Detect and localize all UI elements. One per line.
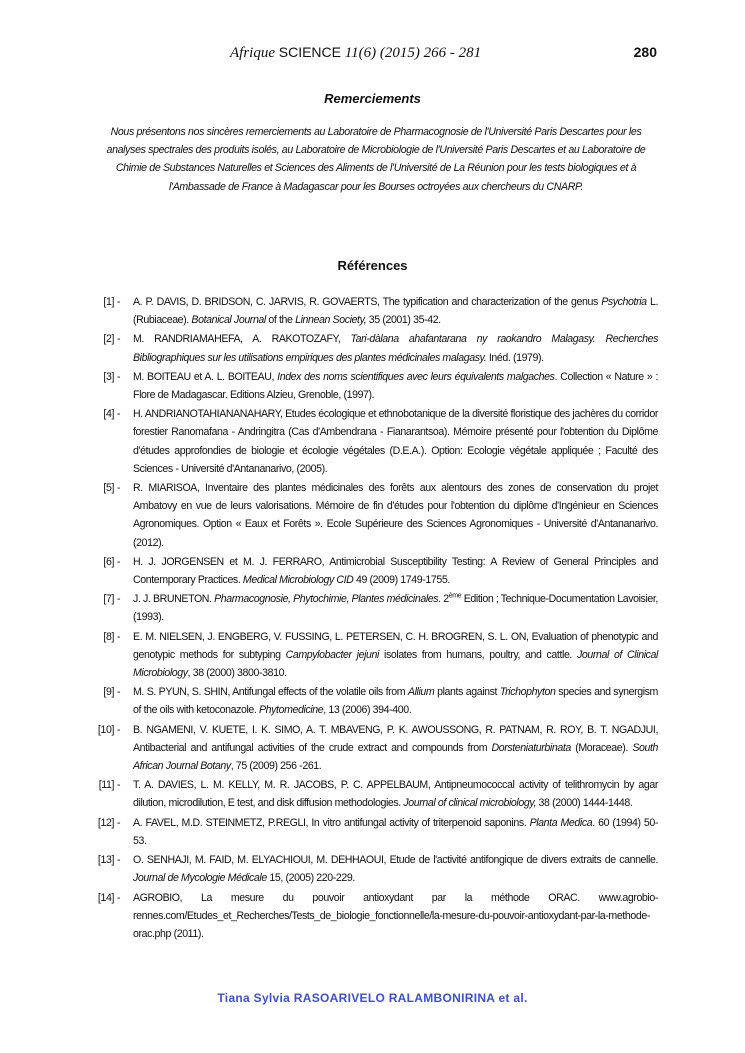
reference-text xyxy=(133,889,658,944)
reference-part: L. (Rubiaceae). xyxy=(133,296,658,327)
reference-item xyxy=(88,889,658,944)
reference-number: [10] xyxy=(97,723,114,736)
references-title: Références xyxy=(337,258,408,273)
reference-part: species and synergism of the oils with ketoconazole. xyxy=(133,686,658,717)
reference-italic-part: South African Journal Botany xyxy=(133,741,658,773)
reference-italic-part: Pharmacognosie, Phytochimie, Plantes médicinales xyxy=(214,593,439,606)
reference-number: [13] xyxy=(97,854,114,867)
reference-part: R. MIARISOA, Inventaire des plantes médicinales des forêts aux alentours des zones de conservation du projet Ambatovy en vue de leurs valorisations. Mémoire de fin d'études pour l'obtention du diplôme d'Ingénieur en Sciences Agronomiques. Option « Eaux et Forêts ». Ecole Supérieure des Sciences Agronomiques - Université d'Antananarivo. (2012). xyxy=(133,482,658,549)
reference-text xyxy=(133,683,658,719)
reference-number: [14] xyxy=(97,891,114,904)
acknowledgements-title: Remerciements xyxy=(324,91,421,106)
reference-number: [7] xyxy=(103,593,114,606)
reference-dash: - xyxy=(117,408,121,421)
reference-dash: - xyxy=(117,779,121,792)
reference-part: plants against xyxy=(434,686,500,699)
reference-dash: - xyxy=(117,723,121,736)
reference-item xyxy=(88,553,658,589)
reference-part: A. P. DAVIS, D. BRIDSON, C. JARVIS, R. GOVAERTS, The typification and characterization of the genus xyxy=(133,296,602,308)
reference-item xyxy=(88,721,658,776)
reference-text xyxy=(133,479,658,552)
reference-dash: - xyxy=(117,630,121,643)
reference-number: [6] xyxy=(103,555,114,568)
reference-text xyxy=(133,590,658,626)
reference-italic-part: Journal de Mycologie Médicale xyxy=(133,872,267,885)
reference-part: M. S. PYUN, S. SHIN, Antifungal effects of the volatile oils from xyxy=(133,686,408,699)
reference-number: [1] xyxy=(103,296,114,308)
reference-dash: - xyxy=(117,296,121,308)
journal-name: Afrique xyxy=(230,45,275,61)
reference-text xyxy=(133,405,658,478)
reference-part: 15, (2005) 220-229. xyxy=(266,872,355,885)
reference-number: [3] xyxy=(103,370,114,383)
reference-part: . Collection « Nature » : Flore de Madagascar. Editions Alzieu, Grenoble, (1997). xyxy=(133,370,658,402)
reference-dash: - xyxy=(117,370,121,383)
reference-part: isolates from humans, poultry, and cattle. xyxy=(379,648,578,661)
reference-item xyxy=(88,479,658,552)
reference-text xyxy=(133,721,658,776)
reference-part: , 75 (2009) 256 -261. xyxy=(230,760,322,773)
reference-item xyxy=(88,405,658,478)
acknowledgements-text: Nous présentons nos sincères remerciements au Laboratoire de Pharmacognosie de l'Université Paris Descartes pour les analyses spectrales des produits isolés, au Laboratoire de Microbiologie de l'Université Paris Descartes et au Laboratoire de Chimie de Substances Naturelles et Sciences des Aliments de l'Université de La Réunion pour les tests biologiques et à l'Ambassade de France à Madagascar pour les Bourses octroyées aux chercheurs du CNARP. xyxy=(106,126,646,193)
reference-part: . 60 (1994) 50-53. xyxy=(133,816,658,847)
reference-text xyxy=(133,330,658,366)
reference-text xyxy=(133,368,658,404)
reference-dash: - xyxy=(117,686,121,699)
reference-part: 49 (2009) 1749-1755. xyxy=(353,574,450,587)
reference-dash: - xyxy=(117,593,121,606)
running-header xyxy=(0,44,745,64)
reference-italic-part: Allium xyxy=(407,686,435,699)
reference-text xyxy=(133,776,658,812)
reference-part: Edition ; Technique-Documentation Lavoisier, (1993). xyxy=(133,593,658,624)
reference-dash: - xyxy=(117,482,121,495)
reference-dash: - xyxy=(117,555,121,568)
reference-part: H. ANDRIANOTAHIANANAHARY, Etudes écologique et ethnobotanique de la diversité floristique des jachères du corridor forestier Ranomafana - Andringitra (Cas d'Ambendrana - Fianarantsoa). Mémoire présenté pour l'obtention du Diplôme d'études approfondies de biologie et écologie végétales (D.E.A.). Option: Ecologie végétale appliquée ; Faculté des Sciences - Université d'Antananarivo, (2005). xyxy=(133,408,658,475)
reference-part: T. A. DAVIES, L. M. KELLY, M. R. JACOBS, P. C. APPELBAUM, Antipneumococcal activity of telithromycin by agar dilution, microdilution, E test, and disk diffusion methodologies. xyxy=(133,779,658,810)
reference-list xyxy=(88,293,658,944)
reference-part: E. M. NIELSEN, J. ENGBERG, V. FUSSING, L. PETERSEN, C. H. BROGREN, S. L. ON, Evaluation of phenotypic and genotypic methods for subtyping xyxy=(133,630,658,661)
reference-item xyxy=(88,628,658,683)
reference-part: ème xyxy=(448,592,462,600)
reference-number: [8] xyxy=(103,630,114,643)
reference-part: (Moraceae). xyxy=(570,741,633,754)
reference-part: , 38 (2000) 3800-3810. xyxy=(187,667,287,680)
reference-part: M. RANDRIAMAHEFA, A. RAKOTOZAFY, xyxy=(133,333,351,346)
reference-italic-part: Tari-dàlana ahafantarana ny raokandro Malagasy. Recherches Bibliographiques sur les utilisations empiriques des plantes médicinales malagasy. xyxy=(133,333,659,364)
reference-number: [11] xyxy=(98,779,114,792)
reference-italic-part: Psychotria xyxy=(601,296,647,308)
page-number: 280 xyxy=(633,44,657,60)
reference-italic-part: Linnean Society, xyxy=(295,314,367,327)
reference-part: O. SENHAJI, M. FAID, M. ELYACHIOUI, M. DEHHAOUI, Etude de l'activité antifongique de divers extraits de cannelle. xyxy=(133,854,658,867)
reference-part: of the xyxy=(265,314,296,327)
reference-part: B. NGAMENI, V. KUETE, I. K. SIMO, A. T. MBAVENG, P. K. AWOUSSONG, R. PATNAM, R. ROY, B. T. NGADJUI, Antibacterial and antifungal activities of the crude extract and compounds from xyxy=(133,723,658,754)
reference-number: [2] xyxy=(103,333,114,346)
reference-italic-part: Journal of Clinical Microbiology xyxy=(133,648,658,680)
reference-item xyxy=(88,330,658,366)
reference-part: 35 (2001) 35-42. xyxy=(366,314,441,327)
reference-item xyxy=(88,851,658,887)
reference-text xyxy=(133,851,658,887)
reference-dash: - xyxy=(117,854,121,867)
reference-italic-part: Planta Medica xyxy=(529,816,593,829)
reference-dash: - xyxy=(117,333,121,346)
reference-italic-part: Botanical Journal xyxy=(191,314,266,327)
journal-citation xyxy=(230,44,481,62)
reference-dash: - xyxy=(117,816,121,829)
reference-text xyxy=(133,553,658,589)
reference-part: . 2 xyxy=(438,593,449,606)
reference-item xyxy=(88,590,658,626)
reference-italic-part: Journal of clinical microbiology, xyxy=(403,797,537,810)
reference-italic-part: Trichophyton xyxy=(499,686,556,699)
citation: 11(6) (2015) 266 - 281 xyxy=(344,45,482,61)
reference-item xyxy=(88,776,658,812)
reference-number: [5] xyxy=(103,482,114,495)
journal-science: SCIENCE xyxy=(278,44,341,60)
reference-part: 38 (2000) 1444-1448. xyxy=(536,797,633,810)
reference-text xyxy=(133,628,658,683)
reference-item xyxy=(88,368,658,404)
reference-number: [9] xyxy=(103,686,114,699)
reference-item xyxy=(88,814,658,850)
reference-italic-part: Medical Microbiology CID xyxy=(242,574,354,587)
footer-authors: Tiana Sylvia RASOARIVELO RALAMBONIRINA et al. xyxy=(217,991,528,1005)
reference-part: H. J. JORGENSEN et M. J. FERRARO, Antimicrobial Susceptibility Testing: A Review of General Principles and Contemporary Practices. xyxy=(133,555,658,587)
reference-italic-part: Campylobacter jejuni xyxy=(285,648,379,661)
reference-number: [4] xyxy=(103,408,114,421)
reference-number: [12] xyxy=(97,816,114,829)
reference-dash: - xyxy=(117,891,121,904)
reference-part: J. J. BRUNETON. xyxy=(133,593,215,606)
reference-part: , 13 (2006) 394-400. xyxy=(323,704,412,717)
reference-italic-part: Phytomedicine xyxy=(259,704,324,717)
reference-part: M. BOITEAU et A. L. BOITEAU, xyxy=(133,370,278,383)
reference-text xyxy=(133,814,658,850)
reference-item xyxy=(88,683,658,719)
reference-text xyxy=(133,293,658,329)
reference-part: A. FAVEL, M.D. STEINMETZ, P.REGLI, In vitro antifungal activity of triterpenoid saponins. xyxy=(133,816,530,829)
reference-part: AGROBIO, La mesure du pouvoir antioxydant par la méthode ORAC. www.agrobio-rennes.com/Etudes_et_Recherches/Tests_de_biologie_fonctionnelle/la-mesure-du-pouvoir-antioxydant-par-la-methode-orac.php (2011). xyxy=(133,891,658,940)
reference-item xyxy=(88,293,658,329)
reference-part: Inéd. (1979). xyxy=(486,351,544,364)
reference-italic-part: Dorsteniaturbinata xyxy=(491,741,571,754)
reference-italic-part: Index des noms scientifiques avec leurs équivalents malgaches xyxy=(277,370,555,383)
